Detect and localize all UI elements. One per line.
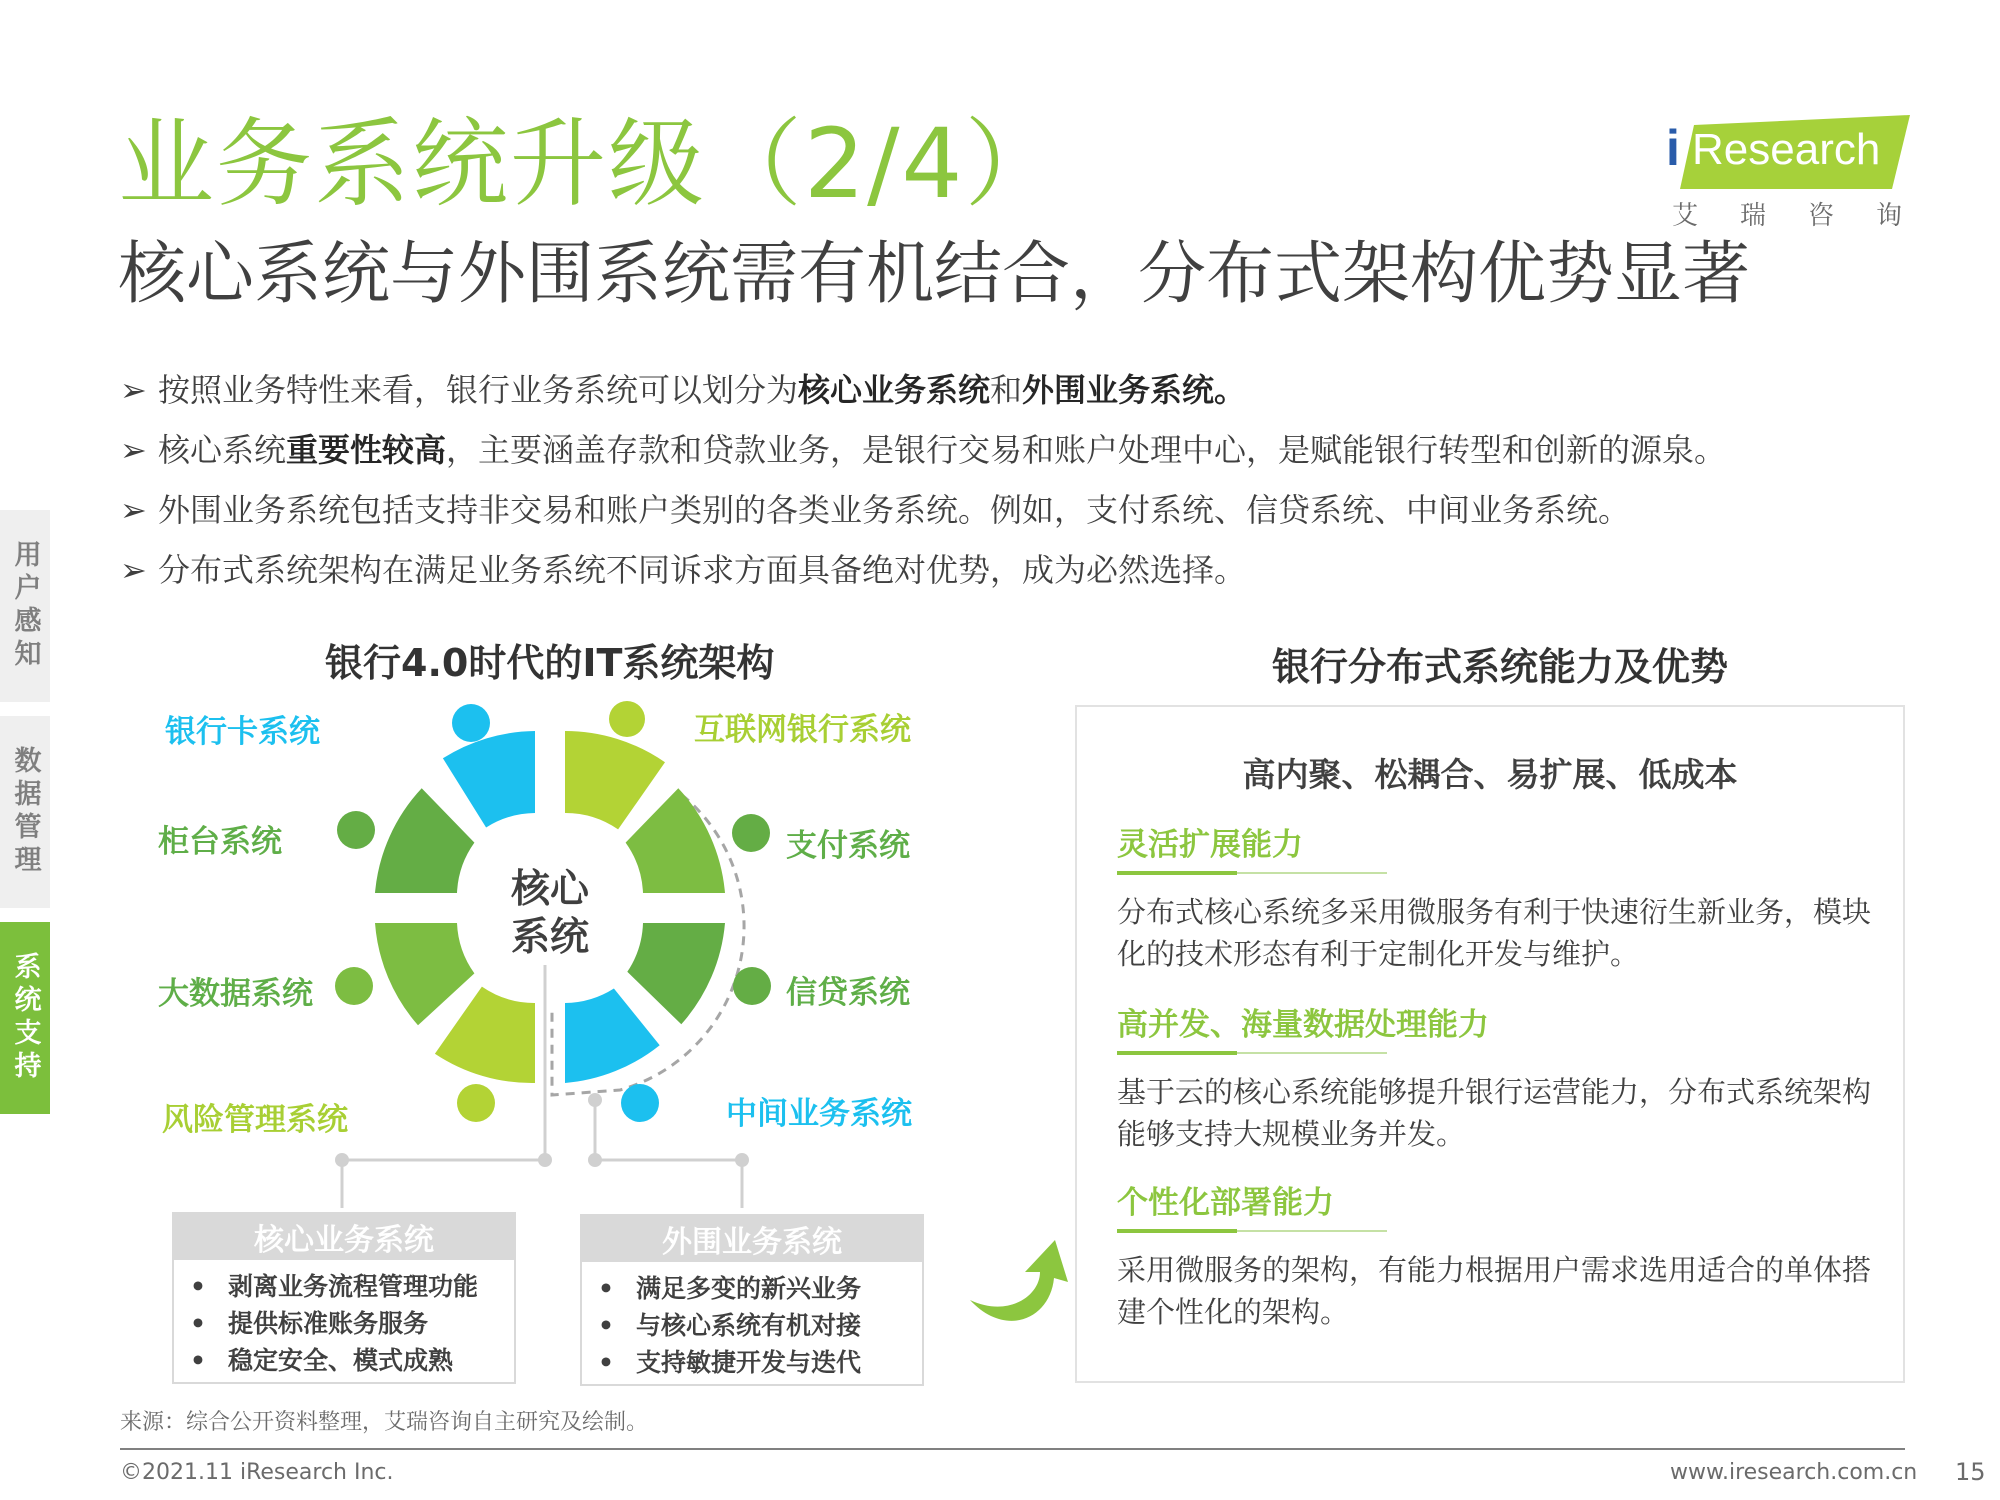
right-panel-title: 银行分布式系统能力及优势 xyxy=(1272,645,1729,689)
ring-segment-lime-bottom xyxy=(435,987,535,1083)
dot-big-data xyxy=(335,967,373,1005)
dot-credit xyxy=(733,967,771,1005)
list-item-text: 支持敏捷开发与迭代 xyxy=(636,1348,862,1377)
ring-segment-green-right-top xyxy=(626,788,725,893)
capability-underline xyxy=(1117,871,1387,875)
ring-segment-green-right-bottom xyxy=(627,923,725,1024)
list-item-text: 提供标准账务服务 xyxy=(228,1309,429,1338)
ring-segment-green-left-bottom xyxy=(375,923,474,1025)
capabilities-panel xyxy=(1075,705,1905,1383)
capability-desc: 采用微服务的架构，有能力根据用户需求选用适合的单体搭建个性化的架构。 xyxy=(1117,1253,1872,1329)
capability-underline xyxy=(1117,1229,1387,1233)
panel-headline: 高内聚、松耦合、易扩展、低成本 xyxy=(1242,755,1738,794)
label-middle-business-system: 中间业务系统 xyxy=(726,1096,912,1132)
peripheral-business-list xyxy=(582,1262,922,1381)
list-item xyxy=(190,1268,514,1305)
dot-internet-bank xyxy=(609,701,645,737)
capability-flexible-expansion xyxy=(1117,819,1872,971)
logo-cn-char: 艾 xyxy=(1672,201,1699,231)
ring-segment-blue-bottom xyxy=(565,989,660,1084)
list-dot: • xyxy=(598,1311,614,1340)
capability-high-concurrency xyxy=(1117,999,1872,1151)
logo-cn-char: 咨 xyxy=(1807,201,1834,231)
list-item xyxy=(598,1270,922,1307)
connector-dots xyxy=(335,1093,749,1167)
arrow-bullet-icon: ➢ xyxy=(120,371,147,409)
capability-custom-deploy xyxy=(1117,1177,1872,1329)
page-subtitle: 核心系统与外围系统需有机结合，分布式架构优势显著 xyxy=(118,235,1751,314)
core-business-list xyxy=(174,1260,514,1379)
list-dot: • xyxy=(190,1272,206,1301)
label-internet-bank-system: 互联网银行系统 xyxy=(694,712,911,748)
bullet-text: 和 xyxy=(990,371,1023,409)
arrow-bullet-icon: ➢ xyxy=(120,551,147,589)
core-business-box xyxy=(172,1212,516,1384)
arrow-bullet-icon: ➢ xyxy=(120,431,147,469)
label-bank-card-system: 银行卡系统 xyxy=(165,714,320,750)
capability-title: 灵活扩展能力 xyxy=(1117,827,1303,863)
capability-desc: 基于云的核心系统能够提升银行运营能力，分布式系统架构能够支持大规模业务并发。 xyxy=(1117,1075,1872,1151)
bullet-text: 分布式系统架构在满足业务系统不同诉求方面具备绝对优势，成为必然选择。 xyxy=(158,551,1247,589)
arrow-bullet-icon: ➢ xyxy=(120,491,147,529)
ring-segment-green-left-top xyxy=(375,788,474,893)
list-item-text: 满足多变的新兴业务 xyxy=(636,1274,862,1303)
capability-desc: 分布式核心系统多采用微服务有利于快速衍生新业务，模块化的技术形态有利于定制化开发与维护。 xyxy=(1117,895,1872,971)
list-dot: • xyxy=(190,1346,206,1375)
bullet-bold-text: 外围业务系统。 xyxy=(1022,371,1247,409)
copyright: ©2021.11 iResearch Inc. xyxy=(120,1460,394,1485)
core-system-label: 核心系统 xyxy=(510,867,589,960)
label-credit-system: 信贷系统 xyxy=(786,975,910,1011)
logo-cn-char: 询 xyxy=(1875,201,1902,231)
side-tab-data-management[interactable]: 数据管理 xyxy=(0,716,50,908)
bullet-text: ，主要涵盖存款和贷款业务，是银行交易和账户处理中心，是赋能银行转型和创新的源泉。 xyxy=(446,431,1727,469)
ring-segment-lime-top xyxy=(565,731,665,829)
list-item-text: 剥离业务流程管理功能 xyxy=(228,1272,479,1301)
dot-risk xyxy=(457,1084,495,1122)
source-note: 来源：综合公开资料整理，艾瑞咨询自主研究及绘制。 xyxy=(120,1410,649,1435)
dot-middle-business xyxy=(621,1084,659,1122)
capability-underline xyxy=(1117,1051,1387,1055)
label-counter-system: 柜台系统 xyxy=(158,824,282,860)
logo-text: Research xyxy=(1692,125,1881,174)
list-dot: • xyxy=(598,1348,614,1377)
page-number: 15 xyxy=(1955,1458,1986,1486)
core-business-box-title: 核心业务系统 xyxy=(174,1214,514,1260)
list-item-text: 稳定安全、模式成熟 xyxy=(228,1346,454,1375)
capability-title: 个性化部署能力 xyxy=(1117,1185,1334,1221)
bullet-bold-text: 重要性较高 xyxy=(286,431,447,469)
bullet-bold-text: 核心业务系统 xyxy=(798,371,991,409)
list-item xyxy=(190,1305,514,1342)
bullet-text: 按照业务特性来看，银行业务系统可以划分为 xyxy=(158,371,799,409)
website-link[interactable]: www.iresearch.com.cn xyxy=(1670,1460,1918,1485)
label-big-data-system: 大数据系统 xyxy=(158,976,313,1012)
curved-arrow-icon xyxy=(970,1240,1068,1321)
label-risk-management-system: 风险管理系统 xyxy=(162,1102,348,1138)
list-dot: • xyxy=(190,1309,206,1338)
bullet-text: 核心系统 xyxy=(158,431,287,469)
page-title: 业务系统升级（2/4） xyxy=(118,108,1063,220)
list-dot: • xyxy=(598,1274,614,1303)
logo-i: i xyxy=(1666,120,1680,176)
logo-cn-char: 瑞 xyxy=(1739,201,1766,231)
list-item xyxy=(598,1344,922,1381)
list-item-text: 与核心系统有机对接 xyxy=(636,1311,862,1340)
dot-counter xyxy=(337,811,375,849)
list-item xyxy=(190,1342,514,1379)
footer-divider xyxy=(120,1448,1905,1450)
dot-bank-card xyxy=(452,704,490,742)
side-tab-user-perception[interactable]: 用户感知 xyxy=(0,510,50,702)
dot-payment xyxy=(732,814,770,852)
list-item xyxy=(598,1307,922,1344)
peripheral-business-box-title: 外围业务系统 xyxy=(582,1216,922,1262)
side-tab-system-support[interactable]: 系统支持 xyxy=(0,922,50,1114)
ring-segment-blue-top xyxy=(443,731,535,828)
peripheral-business-box xyxy=(580,1214,924,1386)
bullet-text: 外围业务系统包括支持非交易和账户类别的各类业务系统。例如，支付系统、信贷系统、中间业务系统。 xyxy=(158,491,1631,529)
left-diagram-title: 银行4.0时代的IT系统架构 xyxy=(325,641,775,685)
label-payment-system: 支付系统 xyxy=(786,828,910,864)
capability-title: 高并发、海量数据处理能力 xyxy=(1117,1007,1489,1043)
